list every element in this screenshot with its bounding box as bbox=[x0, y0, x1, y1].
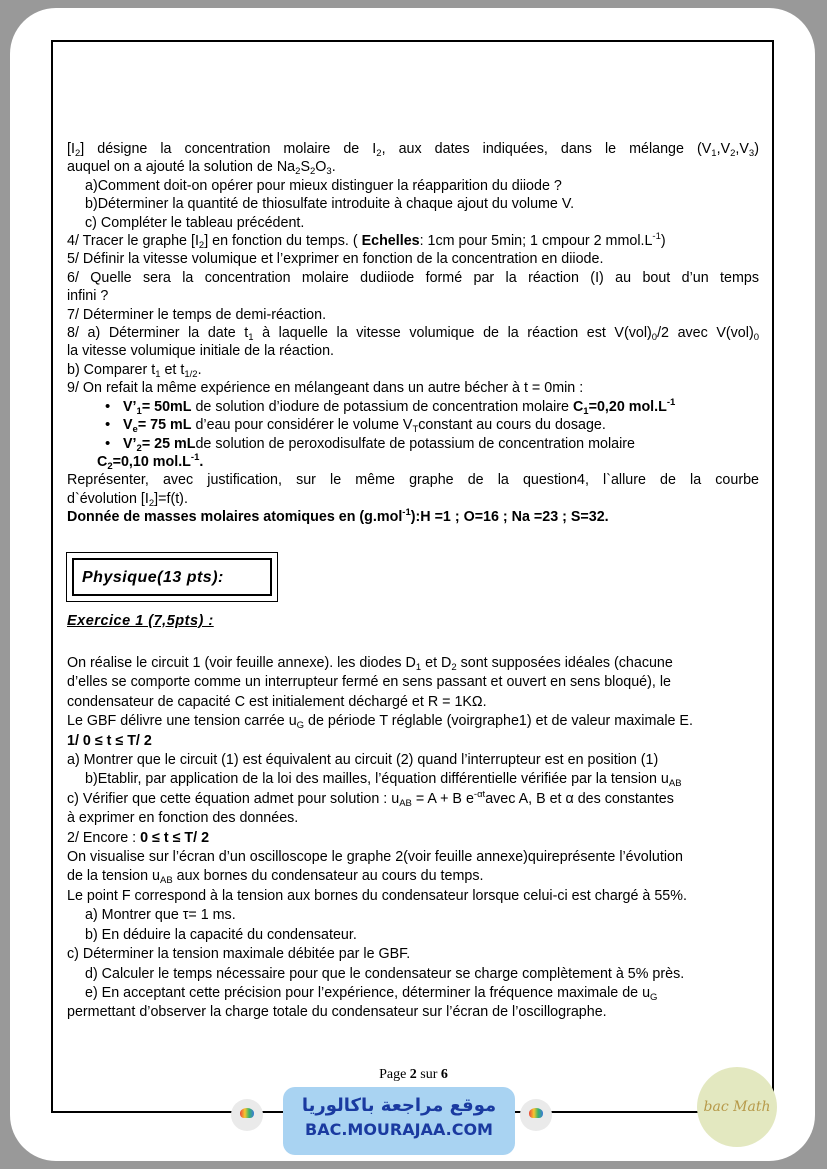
question-8a-cont: la vitesse volumique initiale de la réaction. bbox=[67, 343, 335, 360]
question-2b: b) En déduire la capacité du condensateur. bbox=[85, 926, 357, 943]
question-2a: a) Montrer que τ= 1 ms. bbox=[85, 907, 236, 924]
list-item: • $V_e= 75$ mL d’eau pour considérer le volume $V_Tconstant$ au cours du dosage. bbox=[105, 416, 759, 434]
page-number: Page 2 sur 6 bbox=[379, 1067, 448, 1082]
text-line: condensateur de capacité C est initialement déchargé et R = 1KΩ. bbox=[67, 693, 487, 710]
list-item: • $V’_2= 25$ mLde solution de peroxodisulfate de potassium de concentration molaire bbox=[105, 435, 759, 453]
question-3b: b)Déterminer la quantité de thiosulfate introduite à chaque ajout du volume V. bbox=[85, 196, 575, 213]
section-1: 1/ 0 ≤ t ≤ T/ 2 bbox=[67, 732, 152, 749]
bacmath-logo: bac Math bbox=[697, 1067, 777, 1147]
question-7: 7/ Déterminer le temps de demi-réaction. bbox=[67, 306, 327, 323]
question-2e: e) En acceptant cette précision pour l’expérience, déterminer la fréquence maximale de $u_G$ bbox=[85, 984, 658, 1003]
text-line: On réalise le circuit 1 (voir feuille annexe). les diodes $D_1$ et $D_2$ sont supposées idéales (chacune bbox=[67, 655, 673, 673]
banner-url[interactable]: BAC.MOURAJAA.COM bbox=[305, 1120, 493, 1139]
question-9: 9/ On refait la même expérience en mélangeant dans un autre bécher à t = 0min : bbox=[67, 380, 584, 397]
site-banner[interactable] bbox=[283, 1087, 515, 1155]
list-item: • $V’_1= 50mL$ de solution d’iodure de potassium de concentration molaire $C_1=0,20$ $mol.L^{-1}$ bbox=[105, 398, 759, 416]
question-3a: a)Comment doit-on opérer pour mieux distinguer la réapparition du diiode ? bbox=[85, 177, 562, 194]
section-2: 2/ Encore : 0 ≤ t ≤ T/ 2 bbox=[67, 829, 210, 846]
site-logo-icon bbox=[520, 1099, 552, 1131]
question-4: 4/ Tracer le graphe $[I_2]$ en fonction du temps. ( Echelles: 1cm pour 5min; 1 cmpour 2 $mmol.L^{-1}$) bbox=[67, 231, 666, 252]
question-5: 5/ Définir la vitesse volumique et l’exprimer en fonction de la concentration en diiode. bbox=[67, 251, 604, 268]
chemistry-section bbox=[67, 140, 759, 527]
text-line: d’elles se comporte comme un interrupteur fermé en sens passant et ouvert en sens bloqué), le bbox=[67, 674, 671, 691]
text-line: d`évolution $[I_2]=f(t)$. bbox=[67, 490, 188, 509]
question-8b: b) Comparer $t_1$ et $t_{1/2}$. bbox=[67, 361, 202, 380]
question-2e-cont: permettant d’observer la charge totale du condensateur sur l’écran de l’oscillographe. bbox=[67, 1004, 607, 1021]
text-line: Le GBF délivre une tension carrée $u_G$ de période T réglable (voirgraphe1) et de valeur maximale E. bbox=[67, 713, 693, 732]
list-item-cont: $C_2=0,10$ $mol.L^{-1}$. bbox=[97, 451, 204, 472]
molar-masses: Donnée de masses molaires atomiques en (g.mol$^{-1}$):H =1 ; O=16 ; Na =23 ; S=32. bbox=[67, 507, 609, 526]
question-6-cont: infini ? bbox=[67, 288, 109, 305]
text-line: auquel on a ajouté la solution de $Na_2S_2O_3$. bbox=[67, 159, 336, 178]
banner-arabic: موقع مراجعة باكالوريا bbox=[301, 1095, 497, 1116]
question-3c: c) Compléter le tableau précédent. bbox=[85, 214, 305, 231]
text-line: Représenter, avec justification, sur le même graphe de la question4, l`allure de la courbe bbox=[67, 472, 759, 489]
physique-title-box bbox=[66, 552, 278, 602]
question-1c-cont: à exprimer en fonction des données. bbox=[67, 810, 299, 827]
physique-title: Physique(13 pts): bbox=[72, 558, 272, 596]
text-line: $[I_2]$ désigne la concentration molaire de $I_2$, aux dates indiquées, dans le mélange $(V_1,V_2,V_3)$ bbox=[67, 141, 759, 159]
bullet-list bbox=[67, 398, 759, 453]
text-line: On visualise sur l’écran d’un oscilloscope le graphe 2(voir feuille annexe)quireprésente l’évolution bbox=[67, 849, 683, 866]
text-line: Le point F correspond à la tension aux bornes du condensateur lorsque celui-ci est chargé à 55%. bbox=[67, 887, 687, 904]
question-1c: c) Vérifier que cette équation admet pour solution : $u_{AB} = A + B$ $e^{-\alpha t}avec$ A, B et α des constantes bbox=[67, 788, 674, 809]
exercise-title: Exercice 1 (7,5pts) : bbox=[67, 613, 214, 629]
question-1b: b)Etablir, par application de la loi des mailles, l’équation différentielle vérifiée par la tension $u_{AB}$ bbox=[85, 771, 682, 790]
question-2c: c) Déterminer la tension maximale débitée par le GBF. bbox=[67, 946, 411, 963]
site-logo-icon bbox=[231, 1099, 263, 1131]
question-2d: d) Calculer le temps nécessaire pour que le condensateur se charge complètement à 5% près. bbox=[85, 965, 685, 982]
question-6: 6/ Quelle sera la concentration molaire dudiiode formé par la réaction (I) au bout d’un temps bbox=[67, 269, 759, 286]
question-1a: a) Montrer que le circuit (1) est équivalent au circuit (2) quand l’interrupteur est en position (1) bbox=[67, 752, 659, 769]
physics-section bbox=[67, 654, 759, 1023]
text-line: de la tension $u_{AB}$ aux bornes du condensateur au cours du temps. bbox=[67, 868, 484, 887]
question-8a: 8/ a) Déterminer la date $t_1$ à laquelle la vitesse volumique de la réaction est $V(vol)_0/2$ avec $V(vol)_0$ bbox=[67, 325, 759, 344]
